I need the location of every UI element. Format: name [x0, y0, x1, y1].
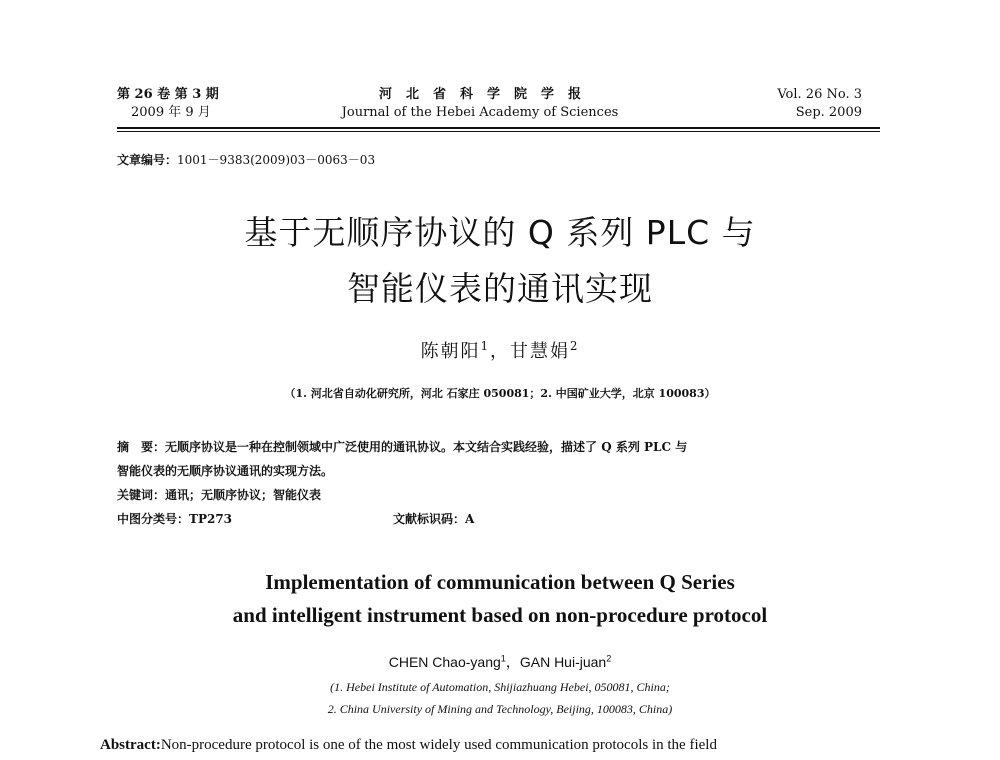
author2-en: GAN Hui-juan — [519, 654, 607, 670]
authors-cn — [0, 337, 1000, 363]
article-number-value: 1001－9383(2009)03－0063－03 — [177, 153, 376, 167]
issue-date-cn: 2009 年 9 月 — [131, 105, 211, 120]
author2-cn: 甘慧娟 — [510, 341, 570, 362]
document-code — [393, 507, 474, 531]
keywords-cn-label: 关键词： — [117, 488, 166, 502]
document-code-value: A — [465, 512, 475, 526]
affiliation-cn: （1. 河北省自动化研究所，河北 石家庄 050081；2. 中国矿业大学，北京 100083） — [284, 387, 716, 400]
clc-value: TP273 — [189, 512, 233, 526]
author2-en-affil: 2 — [606, 653, 612, 664]
affiliation-en — [0, 676, 1000, 720]
abstract-cn-line1 — [117, 435, 887, 459]
abstract-en-label: Abstract: — [100, 737, 161, 753]
paper-title-en — [0, 566, 1000, 632]
abstract-en — [100, 737, 900, 754]
authors-en — [0, 652, 1000, 672]
paper-title-cn — [0, 205, 1000, 317]
header-volume-cn — [117, 86, 219, 122]
issue-date-en: Sep. 2009 — [795, 105, 862, 120]
author2-cn-affil: 2 — [570, 339, 580, 353]
classification-row — [117, 507, 887, 531]
paper-title-en-line2: and intelligent instrument based on non-procedure protocol — [232, 603, 768, 627]
document-code-label: 文献标识码： — [393, 512, 466, 526]
header-rule-thick — [117, 127, 880, 129]
author-separator-cn: ， — [490, 341, 510, 362]
abstract-cn — [117, 435, 887, 531]
paper-title-cn-line1: 基于无顺序协议的 Q 系列 PLC 与 — [244, 213, 756, 252]
clc-number — [117, 507, 393, 531]
abstract-cn-text1: 无顺序协议是一种在控制领域中广泛使用的通讯协议。本文结合实践经验，描述了 Q 系列 PLC 与 — [165, 440, 688, 454]
paper-title-cn-line2: 智能仪表的通讯实现 — [347, 269, 653, 308]
article-number — [117, 151, 375, 168]
abstract-cn-label: 摘 要： — [117, 440, 166, 454]
author1-cn-affil: 1 — [480, 339, 490, 353]
header-volume-en — [777, 86, 862, 122]
volume-issue-cn: 第 26 卷 第 3 期 — [117, 87, 219, 102]
affiliation-en-line1: (1. Hebei Institute of Automation, Shijiazhuang Hebei, 050081, China; — [330, 680, 670, 694]
author1-en: CHEN Chao-yang — [388, 654, 501, 670]
article-number-label: 文章编号： — [117, 153, 178, 167]
author-separator-en: ， — [505, 654, 520, 670]
paper-title-en-line1: Implementation of communication between Q Series — [265, 570, 735, 594]
header-journal-name — [300, 86, 660, 122]
journal-name-en: Journal of the Hebei Academy of Sciences — [341, 105, 619, 120]
journal-header — [0, 86, 1000, 128]
keywords-cn-text: 通讯；无顺序协议；智能仪表 — [165, 488, 322, 502]
journal-name-cn: 河北省科学院学报 — [378, 87, 595, 102]
author1-en-affil: 1 — [500, 653, 506, 664]
header-rule-thin — [117, 131, 880, 132]
author1-cn: 陈朝阳 — [420, 341, 481, 362]
clc-label: 中图分类号： — [117, 512, 190, 526]
volume-issue-en: Vol. 26 No. 3 — [777, 87, 862, 102]
abstract-en-text: Non-procedure protocol is one of the most widely used communication protocols in the field — [160, 737, 717, 753]
affiliation-en-line2: 2. China University of Mining and Technology, Beijing, 100083, China) — [327, 702, 673, 716]
keywords-cn — [117, 483, 887, 507]
abstract-cn-line2: 智能仪表的无顺序协议通讯的实现方法。 — [117, 464, 334, 478]
